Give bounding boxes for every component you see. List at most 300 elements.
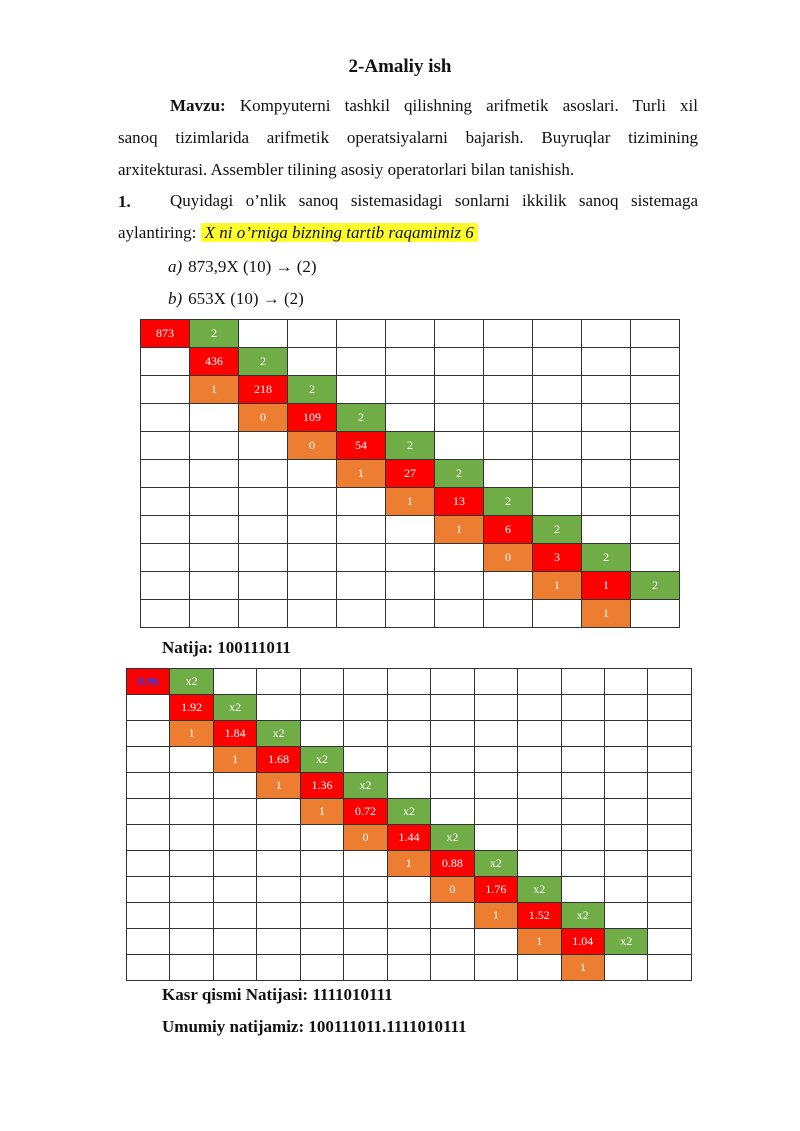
- table-cell: [239, 516, 288, 544]
- table-cell: [387, 903, 430, 929]
- table-cell: [344, 929, 387, 955]
- fraction-multiplication-table: [126, 668, 692, 981]
- table-cell: 1: [474, 903, 517, 929]
- table-row: [141, 516, 680, 544]
- table-cell: 1: [582, 572, 631, 600]
- table-cell: [300, 955, 343, 981]
- table-cell: [474, 955, 517, 981]
- table-cell: [582, 376, 631, 404]
- table-row: [127, 721, 692, 747]
- table-cell: [300, 825, 343, 851]
- table-cell: [337, 488, 386, 516]
- table-cell: [300, 929, 343, 955]
- table-cell: [435, 320, 484, 348]
- fraction-result: Kasr qismi Natijasi: 1111010111: [162, 985, 393, 1004]
- table-cell: [257, 695, 300, 721]
- table-cell: [387, 955, 430, 981]
- table-cell: [561, 695, 604, 721]
- table-cell: [141, 600, 190, 628]
- table-cell: [344, 903, 387, 929]
- table-cell: [344, 955, 387, 981]
- table-cell: [484, 600, 533, 628]
- table-cell: 2: [484, 488, 533, 516]
- table-cell: x2: [561, 903, 604, 929]
- table-row: [127, 669, 692, 695]
- table-cell: [239, 600, 288, 628]
- table-cell: 1: [435, 516, 484, 544]
- table-cell: [213, 929, 256, 955]
- table-cell: 1: [386, 488, 435, 516]
- table-cell: [344, 721, 387, 747]
- table-cell: [386, 376, 435, 404]
- table-cell: [648, 877, 692, 903]
- table-cell: x2: [604, 929, 647, 955]
- table-cell: [387, 695, 430, 721]
- table-cell: [239, 460, 288, 488]
- table-cell: [170, 799, 213, 825]
- table-cell: [213, 877, 256, 903]
- table-cell: [518, 825, 561, 851]
- table-cell: [387, 721, 430, 747]
- table-cell: [435, 572, 484, 600]
- table-cell: 873: [141, 320, 190, 348]
- table-cell: [141, 516, 190, 544]
- table-cell: 1.52: [518, 903, 561, 929]
- table-cell: x2: [300, 747, 343, 773]
- table-cell: [127, 825, 170, 851]
- table-cell: [582, 348, 631, 376]
- table-cell: [190, 488, 239, 516]
- table-cell: [431, 955, 474, 981]
- table-cell: [288, 348, 337, 376]
- table-cell: [141, 488, 190, 516]
- integer-division-table: [140, 319, 680, 628]
- table-row: [127, 747, 692, 773]
- table-cell: [386, 544, 435, 572]
- table-cell: [213, 903, 256, 929]
- table-cell: 1.76: [474, 877, 517, 903]
- table-cell: [604, 825, 647, 851]
- table-cell: 27: [386, 460, 435, 488]
- table-cell: [300, 669, 343, 695]
- table-cell: [337, 516, 386, 544]
- table-cell: 2: [533, 516, 582, 544]
- table-cell: [190, 572, 239, 600]
- task-item-b: b) 653X (10) → (2): [168, 289, 304, 308]
- table-cell: 436: [190, 348, 239, 376]
- table-cell: [300, 903, 343, 929]
- table-cell: [604, 669, 647, 695]
- table-cell: [518, 695, 561, 721]
- table-cell: [257, 955, 300, 981]
- table-cell: [518, 721, 561, 747]
- table-cell: [213, 669, 256, 695]
- table-cell: [435, 348, 484, 376]
- table-cell: 109: [288, 404, 337, 432]
- table-cell: 0: [431, 877, 474, 903]
- table-cell: 1: [561, 955, 604, 981]
- table-cell: [604, 695, 647, 721]
- table-cell: [431, 669, 474, 695]
- table-cell: [561, 773, 604, 799]
- table-cell: [533, 404, 582, 432]
- intro-line-2: sanoq tizimlarida arifmetik operatsiyalarni bajarish. Buyruqlar tizimining: [118, 128, 698, 147]
- table-cell: [344, 851, 387, 877]
- table-cell: [561, 669, 604, 695]
- table-cell: 3: [533, 544, 582, 572]
- table-row: [141, 460, 680, 488]
- table-row: [141, 348, 680, 376]
- table-cell: [239, 488, 288, 516]
- table-cell: 13: [435, 488, 484, 516]
- task-item-a: a) 873,9X (10) → (2): [168, 257, 317, 276]
- table-row: [127, 825, 692, 851]
- table-cell: [170, 851, 213, 877]
- table-cell: 1.92: [170, 695, 213, 721]
- table-cell: 54: [337, 432, 386, 460]
- table-cell: [190, 600, 239, 628]
- table-cell: [239, 544, 288, 572]
- table-cell: [288, 460, 337, 488]
- task-number: 1.: [118, 192, 131, 211]
- intro-label: Mavzu:: [170, 96, 226, 115]
- table-cell: [604, 721, 647, 747]
- table-cell: [604, 799, 647, 825]
- table-cell: 2: [631, 572, 680, 600]
- table-cell: [257, 825, 300, 851]
- table-cell: [518, 851, 561, 877]
- table-cell: 2: [337, 404, 386, 432]
- table-cell: [582, 460, 631, 488]
- table-cell: [386, 404, 435, 432]
- table-cell: x2: [344, 773, 387, 799]
- table-cell: [257, 669, 300, 695]
- table-cell: [604, 877, 647, 903]
- table-cell: [435, 600, 484, 628]
- table-cell: 0.72: [344, 799, 387, 825]
- table-cell: [190, 544, 239, 572]
- table-cell: [239, 432, 288, 460]
- table-cell: [127, 773, 170, 799]
- table-row: [127, 851, 692, 877]
- table-row: [141, 432, 680, 460]
- table-cell: [213, 825, 256, 851]
- table-row: [141, 572, 680, 600]
- table-cell: [141, 432, 190, 460]
- table-cell: [300, 851, 343, 877]
- table-cell: [170, 955, 213, 981]
- table-cell: [582, 488, 631, 516]
- table-cell: [435, 376, 484, 404]
- table-cell: [533, 320, 582, 348]
- table-cell: [484, 376, 533, 404]
- table-cell: [337, 376, 386, 404]
- table-cell: 1: [170, 721, 213, 747]
- table-cell: [648, 929, 692, 955]
- table-cell: [631, 404, 680, 432]
- table-cell: [127, 695, 170, 721]
- table-cell: [337, 572, 386, 600]
- table-cell: [631, 600, 680, 628]
- table-row: [141, 404, 680, 432]
- table-cell: [604, 851, 647, 877]
- table-cell: [648, 721, 692, 747]
- table-cell: [484, 320, 533, 348]
- table-cell: 1.04: [561, 929, 604, 955]
- table-cell: [170, 773, 213, 799]
- table-cell: [604, 955, 647, 981]
- table-cell: [648, 825, 692, 851]
- table-cell: [631, 432, 680, 460]
- table-row: [127, 695, 692, 721]
- table-cell: [604, 773, 647, 799]
- table-cell: [648, 955, 692, 981]
- table-cell: 2: [435, 460, 484, 488]
- table-cell: 1: [518, 929, 561, 955]
- table-cell: [386, 516, 435, 544]
- table-cell: 1: [190, 376, 239, 404]
- table-cell: [141, 544, 190, 572]
- table-cell: [288, 516, 337, 544]
- table-cell: [127, 851, 170, 877]
- table-cell: 1.84: [213, 721, 256, 747]
- table-cell: [435, 404, 484, 432]
- table-cell: [431, 903, 474, 929]
- table-cell: [561, 825, 604, 851]
- table-cell: [631, 544, 680, 572]
- table-row: [141, 488, 680, 516]
- table-cell: [344, 669, 387, 695]
- intro-paragraph: [118, 90, 698, 186]
- table-cell: 1: [533, 572, 582, 600]
- table-cell: 1: [213, 747, 256, 773]
- table-cell: [474, 669, 517, 695]
- table-cell: [239, 572, 288, 600]
- table-cell: 0: [239, 404, 288, 432]
- table-row: [141, 376, 680, 404]
- table-cell: [387, 929, 430, 955]
- table-cell: [484, 460, 533, 488]
- table-row: [141, 600, 680, 628]
- table-cell: [239, 320, 288, 348]
- table-cell: [337, 320, 386, 348]
- table-cell: [344, 747, 387, 773]
- table-cell: [431, 799, 474, 825]
- table-cell: [300, 695, 343, 721]
- table-cell: x2: [170, 669, 213, 695]
- table-cell: [631, 348, 680, 376]
- table-cell: [170, 825, 213, 851]
- table-cell: [127, 903, 170, 929]
- table-row: [127, 955, 692, 981]
- table-cell: [288, 488, 337, 516]
- table-cell: 0.96: [127, 669, 170, 695]
- table-row: [127, 877, 692, 903]
- table-cell: [518, 955, 561, 981]
- table-cell: [582, 516, 631, 544]
- table-cell: [604, 747, 647, 773]
- table-cell: [127, 721, 170, 747]
- table-cell: [648, 799, 692, 825]
- table-cell: [431, 773, 474, 799]
- table-cell: 1: [300, 799, 343, 825]
- table-cell: [288, 320, 337, 348]
- table-cell: [604, 903, 647, 929]
- table-cell: [170, 877, 213, 903]
- table-cell: 0: [344, 825, 387, 851]
- table-cell: [387, 877, 430, 903]
- table-cell: x2: [387, 799, 430, 825]
- table-cell: [386, 600, 435, 628]
- table-cell: [127, 799, 170, 825]
- table-cell: 2: [288, 376, 337, 404]
- table-cell: [484, 432, 533, 460]
- table-cell: x2: [431, 825, 474, 851]
- table-cell: x2: [257, 721, 300, 747]
- table-cell: [648, 773, 692, 799]
- table-cell: [170, 929, 213, 955]
- table-cell: [141, 348, 190, 376]
- table-cell: [518, 773, 561, 799]
- table-cell: [190, 432, 239, 460]
- table-cell: [474, 773, 517, 799]
- table-cell: [213, 851, 256, 877]
- table-cell: 1: [257, 773, 300, 799]
- table-cell: [213, 799, 256, 825]
- table-cell: [561, 851, 604, 877]
- table-cell: [474, 929, 517, 955]
- table-cell: [337, 544, 386, 572]
- table-cell: [344, 877, 387, 903]
- table-cell: [518, 747, 561, 773]
- table-cell: [431, 721, 474, 747]
- table-cell: 2: [582, 544, 631, 572]
- table-cell: [337, 600, 386, 628]
- intro-line-1: Mavzu: Kompyuterni tashkil qilishning arifmetik asoslari. Turli xil: [170, 96, 698, 115]
- table-cell: [257, 851, 300, 877]
- table-cell: [127, 747, 170, 773]
- table-cell: [631, 460, 680, 488]
- table-cell: [484, 348, 533, 376]
- table-cell: [474, 747, 517, 773]
- table-cell: [435, 432, 484, 460]
- table-cell: 0: [484, 544, 533, 572]
- table-cell: [474, 799, 517, 825]
- table-cell: [474, 825, 517, 851]
- table-cell: [300, 721, 343, 747]
- table-cell: [257, 877, 300, 903]
- table-cell: [484, 572, 533, 600]
- table-cell: [484, 404, 533, 432]
- table-cell: [431, 695, 474, 721]
- table-cell: 0: [288, 432, 337, 460]
- table-cell: [213, 773, 256, 799]
- table-cell: [170, 903, 213, 929]
- table-cell: 1: [387, 851, 430, 877]
- task-highlight: X ni o’rniga bizning tartib raqamimiz 6: [201, 223, 478, 242]
- table-cell: [386, 572, 435, 600]
- table-cell: [631, 320, 680, 348]
- table-cell: [533, 488, 582, 516]
- table-cell: [648, 903, 692, 929]
- table-cell: [648, 747, 692, 773]
- table-cell: [431, 747, 474, 773]
- table-cell: 1: [582, 600, 631, 628]
- task-line-1: Quyidagi o’nlik sanoq sistemasidagi sonlarni ikkilik sanoq sistemaga: [170, 191, 698, 210]
- table-cell: [141, 376, 190, 404]
- table-cell: [127, 929, 170, 955]
- table-cell: [170, 747, 213, 773]
- table-cell: [533, 348, 582, 376]
- table-cell: [435, 544, 484, 572]
- integer-result: Natija: 100111011: [162, 638, 291, 657]
- table-cell: [141, 460, 190, 488]
- table-cell: [387, 747, 430, 773]
- table-cell: [561, 747, 604, 773]
- table-cell: [533, 432, 582, 460]
- table-cell: 1.36: [300, 773, 343, 799]
- task-line-2: aylantiring: X ni o’rniga bizning tartib raqamimiz 6: [118, 217, 698, 249]
- table-cell: [518, 669, 561, 695]
- table-row: [141, 320, 680, 348]
- table-row: [141, 544, 680, 572]
- page-title: 2-Amaliy ish: [348, 56, 452, 77]
- intro-line-3: arxitekturasi. Assembler tilining asosiy operatorlari bilan tanishish.: [118, 160, 575, 179]
- table-cell: [533, 376, 582, 404]
- table-cell: [631, 488, 680, 516]
- table-cell: [631, 376, 680, 404]
- table-cell: [213, 955, 256, 981]
- table-cell: x2: [518, 877, 561, 903]
- table-cell: [386, 348, 435, 376]
- table-cell: x2: [213, 695, 256, 721]
- table-cell: [288, 572, 337, 600]
- table-cell: [582, 320, 631, 348]
- table-cell: [141, 572, 190, 600]
- table-cell: [127, 955, 170, 981]
- table-cell: [386, 320, 435, 348]
- table-row: [127, 929, 692, 955]
- table-cell: [582, 404, 631, 432]
- table-cell: [648, 669, 692, 695]
- table-cell: 2: [190, 320, 239, 348]
- table-cell: [344, 695, 387, 721]
- table-cell: 6: [484, 516, 533, 544]
- table-cell: [561, 799, 604, 825]
- table-cell: x2: [474, 851, 517, 877]
- table-row: [127, 903, 692, 929]
- table-cell: [431, 929, 474, 955]
- table-cell: 0.88: [431, 851, 474, 877]
- table-cell: [387, 669, 430, 695]
- table-cell: [300, 877, 343, 903]
- table-cell: [533, 600, 582, 628]
- table-cell: [127, 877, 170, 903]
- table-cell: [141, 404, 190, 432]
- table-cell: [533, 460, 582, 488]
- table-cell: [337, 348, 386, 376]
- table-cell: [387, 773, 430, 799]
- table-cell: [288, 544, 337, 572]
- table-cell: [648, 695, 692, 721]
- table-cell: [582, 432, 631, 460]
- table-cell: [257, 799, 300, 825]
- table-cell: [190, 404, 239, 432]
- table-cell: [561, 721, 604, 747]
- table-cell: 2: [386, 432, 435, 460]
- table-cell: [474, 721, 517, 747]
- table-cell: 1: [337, 460, 386, 488]
